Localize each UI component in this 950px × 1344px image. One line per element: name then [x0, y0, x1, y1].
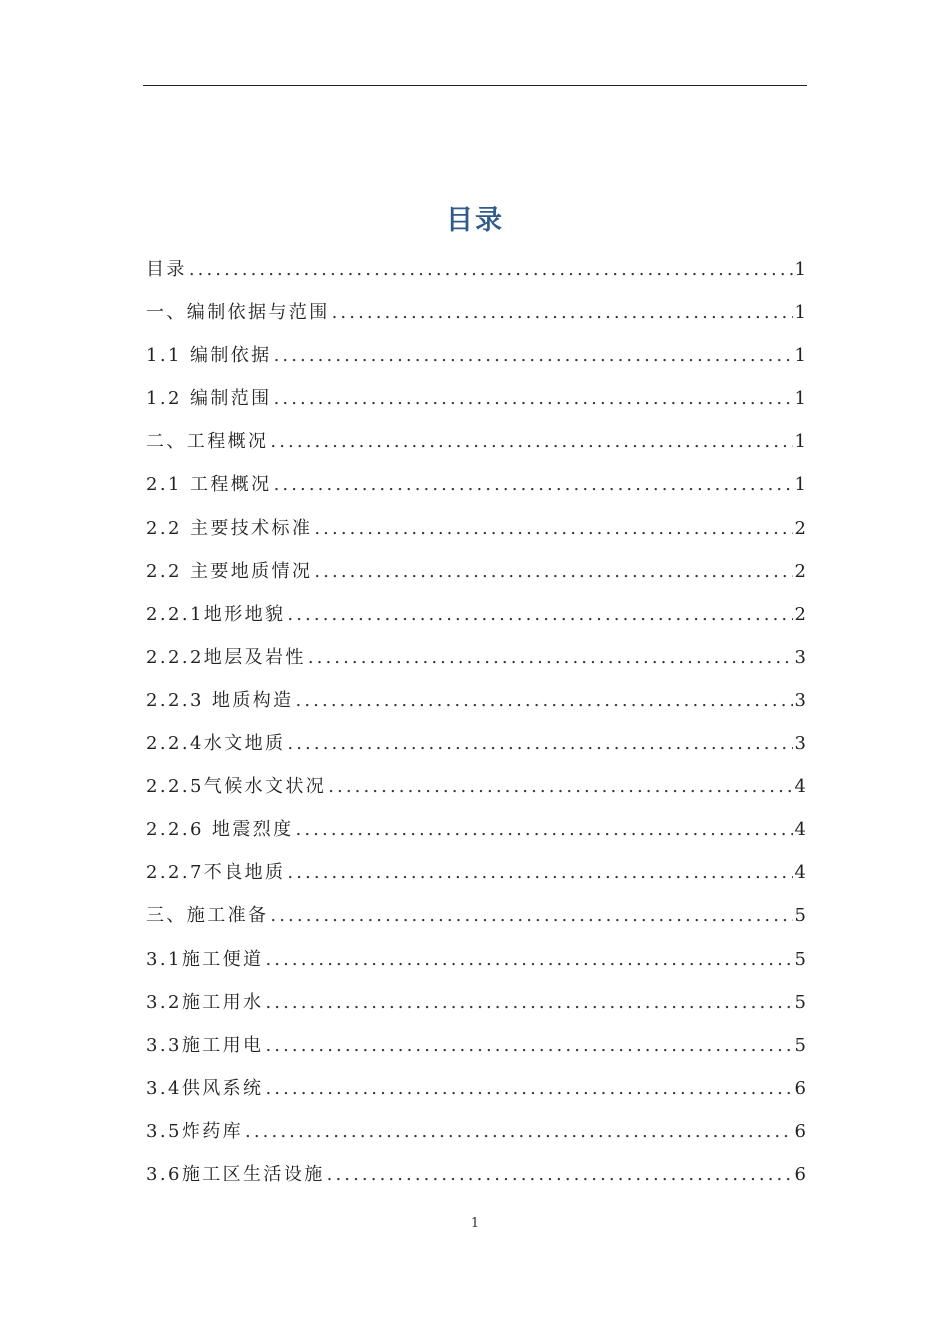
toc-entry-label: 3.3施工用电 — [146, 1034, 264, 1056]
toc-entry[interactable] — [146, 334, 806, 377]
header-rule — [143, 85, 807, 86]
toc-entry[interactable] — [146, 550, 806, 593]
toc-dot-leader — [327, 1153, 793, 1196]
toc-entry-label: 2.2 主要技术标准 — [146, 517, 313, 539]
toc-entry-page: 1 — [794, 345, 806, 367]
toc-entry-label: 2.2.5气候水文状况 — [146, 776, 327, 798]
toc-dot-leader — [270, 420, 792, 463]
toc-entry[interactable] — [146, 1067, 806, 1110]
toc-entry-page: 6 — [794, 1163, 806, 1185]
toc-dot-leader — [265, 981, 792, 1024]
toc-entry[interactable] — [146, 248, 806, 291]
toc-entry-page: 4 — [794, 819, 806, 841]
toc-dot-leader — [314, 550, 792, 593]
toc-entry-label: 2.2.3 地质构造 — [146, 689, 294, 711]
toc-entry-page: 2 — [794, 560, 806, 582]
toc-entry-page: 5 — [794, 1034, 806, 1056]
toc-dot-leader — [274, 377, 793, 420]
toc-entry-page: 5 — [794, 905, 806, 927]
toc-entry[interactable] — [146, 1110, 806, 1153]
toc-entry-label: 三、施工准备 — [146, 905, 269, 927]
toc-dot-leader — [265, 938, 792, 981]
toc-dot-leader — [287, 722, 792, 765]
toc-entry-label: 1.1 编制依据 — [146, 345, 272, 367]
toc-dot-leader — [270, 894, 792, 937]
toc-entry-page: 1 — [794, 259, 806, 280]
toc-entry-page: 2 — [794, 517, 806, 539]
toc-entry-page: 1 — [794, 474, 806, 496]
toc-entry-label: 2.2.7不良地质 — [146, 862, 286, 884]
toc-entry-page: 5 — [794, 991, 806, 1013]
toc-dot-leader — [287, 593, 792, 636]
page-number: 1 — [470, 1216, 480, 1231]
toc-entry[interactable] — [146, 1153, 806, 1196]
toc-entry-label: 2.2.2地层及岩性 — [146, 646, 306, 668]
toc-dot-leader — [296, 808, 793, 851]
toc-dot-leader — [287, 851, 792, 894]
toc-entry-page: 5 — [794, 948, 806, 970]
toc-entry-label: 2.1 工程概况 — [146, 474, 272, 496]
toc-entry-label: 3.2施工用水 — [146, 991, 264, 1013]
toc-entry-page: 3 — [794, 646, 806, 668]
toc-dot-leader — [296, 679, 793, 722]
toc-entry[interactable] — [146, 765, 806, 808]
toc-entry-label: 二、工程概况 — [146, 431, 269, 453]
toc-dot-leader — [189, 248, 793, 291]
toc-entry-label: 3.6施工区生活设施 — [146, 1163, 325, 1185]
toc-entry[interactable] — [146, 981, 806, 1024]
toc-entry[interactable] — [146, 463, 806, 506]
toc-entry-label: 2.2 主要地质情况 — [146, 560, 313, 582]
toc-list — [146, 248, 806, 1196]
toc-entry-page: 1 — [794, 302, 806, 324]
toc-dot-leader — [265, 1024, 792, 1067]
toc-entry-page: 3 — [794, 733, 806, 755]
toc-dot-leader — [308, 636, 793, 679]
toc-entry[interactable] — [146, 808, 806, 851]
toc-entry-page: 3 — [794, 689, 806, 711]
toc-dot-leader — [265, 1067, 792, 1110]
toc-entry-label: 一、编制依据与范围 — [146, 302, 330, 324]
toc-entry-page: 1 — [794, 431, 806, 453]
toc-entry[interactable] — [146, 679, 806, 722]
toc-entry-label: 1.2 编制范围 — [146, 388, 272, 410]
toc-entry[interactable] — [146, 593, 806, 636]
toc-entry[interactable] — [146, 507, 806, 550]
toc-entry[interactable] — [146, 636, 806, 679]
toc-entry-label: 3.4供风系统 — [146, 1077, 264, 1099]
toc-dot-leader — [274, 463, 793, 506]
toc-dot-leader — [332, 291, 793, 334]
toc-dot-leader — [328, 765, 792, 808]
toc-entry-label: 2.2.4水文地质 — [146, 733, 286, 755]
toc-entry-label: 3.1施工便道 — [146, 948, 264, 970]
toc-entry-page: 2 — [794, 603, 806, 625]
toc-entry-label: 2.2.1地形地貌 — [146, 603, 286, 625]
toc-entry[interactable] — [146, 894, 806, 937]
toc-entry-label: 3.5炸药库 — [146, 1120, 244, 1142]
toc-entry[interactable] — [146, 938, 806, 981]
toc-entry[interactable] — [146, 851, 806, 894]
toc-dot-leader — [245, 1110, 793, 1153]
toc-entry-label: 2.2.6 地震烈度 — [146, 819, 294, 841]
toc-title: 目录 — [446, 205, 504, 236]
toc-entry-label: 目录 — [146, 259, 187, 280]
toc-entry[interactable] — [146, 420, 806, 463]
toc-entry-page: 6 — [794, 1077, 806, 1099]
toc-entry-page: 6 — [794, 1120, 806, 1142]
toc-entry[interactable] — [146, 291, 806, 334]
toc-dot-leader — [274, 334, 793, 377]
toc-entry-page: 4 — [794, 776, 806, 798]
toc-dot-leader — [314, 507, 792, 550]
toc-entry[interactable] — [146, 722, 806, 765]
toc-entry-page: 1 — [794, 388, 806, 410]
toc-entry[interactable] — [146, 377, 806, 420]
toc-entry-page: 4 — [794, 862, 806, 884]
toc-entry[interactable] — [146, 1024, 806, 1067]
